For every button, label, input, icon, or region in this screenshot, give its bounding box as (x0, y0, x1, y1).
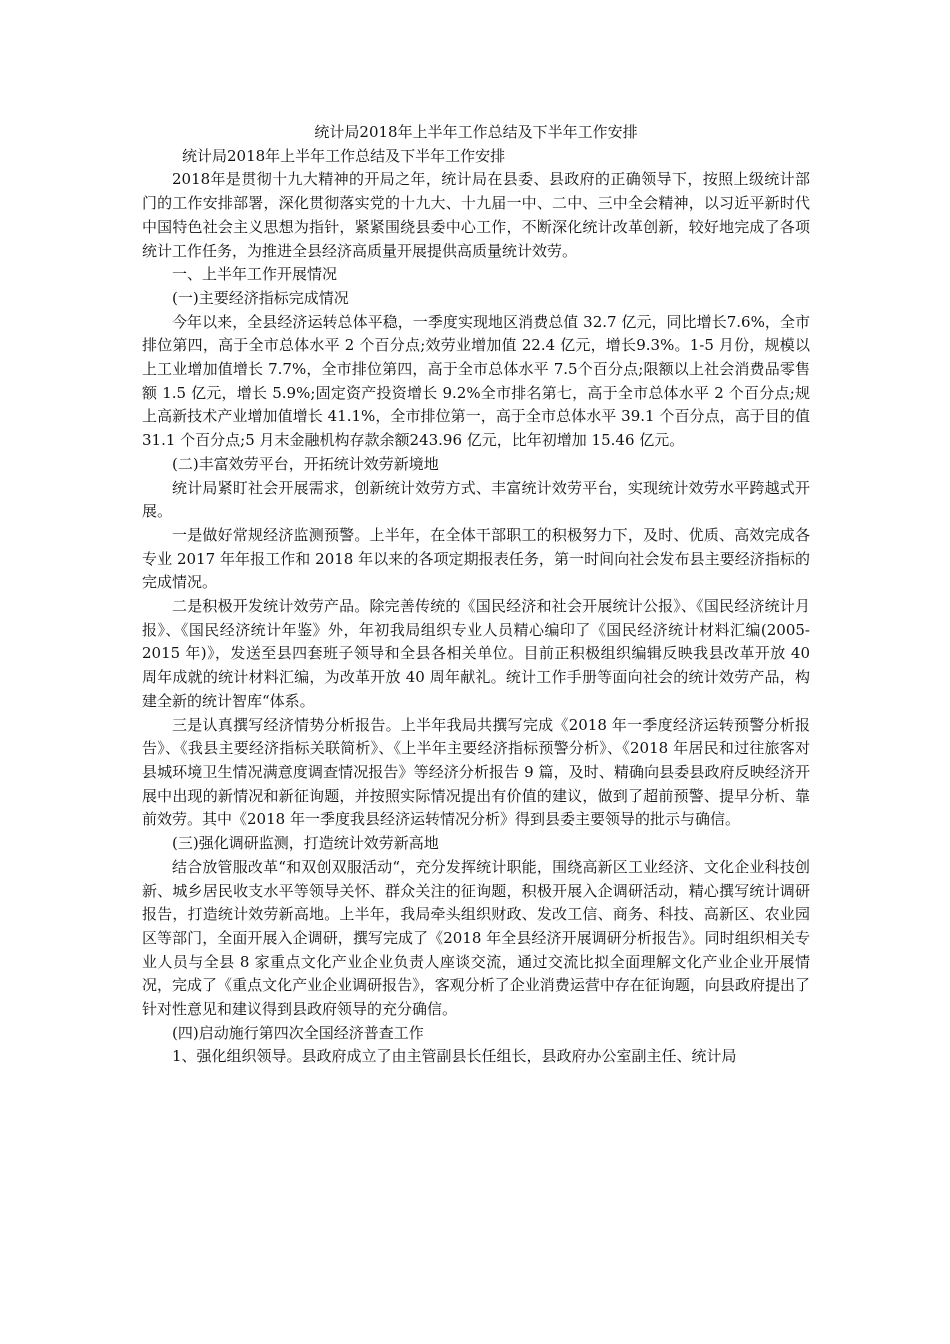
document-title: 统计局2018年上半年工作总结及下半年工作安排 (314, 123, 638, 141)
products-paragraph: 二是积极开发统计效劳产品。除完善传统的《国民经济和社会开展统计公报》、《国民经济统计月报》、《国民经济统计年鉴》外，年初我局组织专业人员精心编印了《国民经济统计材料汇编(2005-2015 年)》，发送至县四套班子领导和全县各相关单位。目前正积极组织编辑反映我县改革开放 40 周年成就的统计材料汇编，为改革开放 40 周年献礼。统计工作手册等面向社会的统计效劳产品，构建全新的统计智库“体系。 (142, 597, 810, 710)
organization-paragraph: 1、强化组织领导。县政府成立了由主管副县长任组长，县政府办公室副主任、统计局 (172, 1047, 737, 1066)
analysis-reports-paragraph: 三是认真撰写经济情势分析报告。上半年我局共撰写完成《2018 年一季度经济运转预警分析报告》、《我县主要经济指标关联简析》、《上半年主要经济指标预警分析》、《2018 年居民和过往旅客对县城环境卫生情况满意度调查情况报告》等经济分析报告 9 篇，及时、精确向县委县政府反映经济开展中出现的新情况和新征询题，并按照实际情况提出有价值的建议，做到了超前预警、提早分析、靠前效劳。其中《2018 年一季度我县经济运转情况分析》得到县委主要领导的批示与确信。 (142, 715, 810, 829)
section-heading-1: 一、上半年工作开展情况 (172, 265, 338, 284)
subsection-heading-4: (四)启动施行第四次全国经济普查工作 (172, 1023, 424, 1042)
monitoring-paragraph: 一是做好常规经济监测预警。上半年，在全体干部职工的积极努力下，及时、优质、高效完成各专业 2017 年年报工作和 2018 年以来的各项定期报表任务，第一时间向社会发布县主要经济指标的完成情况。 (142, 525, 810, 592)
subsection-heading-1: (一)主要经济指标完成情况 (172, 288, 349, 307)
subsection-heading-2: (二)丰富效劳平台，开拓统计效劳新境地 (172, 454, 439, 473)
subsection-heading-3: (三)强化调研监测，打造统计效劳新高地 (172, 834, 439, 853)
research-paragraph: 结合放管服改革“和双创双服活动“，充分发挥统计职能，围绕高新区工业经济、文化企业科技创新、城乡居民收支水平等领导关怀、群众关注的征询题，积极开展入企调研活动，精心撰写统计调研报告，打造统计效劳新高地。上半年，我局牵头组织财政、发改工信、商务、科技、高新区、农业园区等部门，全面开展入企调研，撰写完成了《2018 年全县经济开展调研分析报告》。同时组织相关专业人员与全县 8 家重点文化产业企业负责人座谈交流，通过交流比拟全面理解文化产业企业开展情况，完成了《重点文化产业企业调研报告》，客观分析了企业消费运营中存在征询题，向县政府提出了针对性意见和建议得到县政府领导的充分确信。 (142, 857, 810, 1019)
service-platform-paragraph: 统计局紧盯社会开展需求，创新统计效劳方式、丰富统计效劳平台，实现统计效劳水平跨越式开展。 (142, 478, 810, 521)
document-page (142, 121, 810, 1069)
intro-paragraph: 2018年是贯彻十九大精神的开局之年，统计局在县委、县政府的正确领导下，按照上级统计部门的工作安排部署，深化贯彻落实党的十九大、十九届一中、二中、三中全会精神，以习近平新时代中国特色社会主义思想为指针，紧紧围绕县委中心工作，不断深化统计改革创新，较好地完成了各项统计工作任务，为推进全县经济高质量开展提供高质量统计效劳。 (142, 170, 810, 260)
economic-indicators-paragraph: 今年以来，全县经济运转总体平稳，一季度实现地区消费总值 32.7 亿元，同比增长7.6%，全市排位第四，高于全市总体水平 2 个百分点;效劳业增加值 22.4 亿元，增长9.3%。1-5 月份，规模以上工业增加值增长 7.7%，全市排位第四，高于全市总体水平 7.5个百分点;限额以上社会消费品零售额 1.5 亿元，增长 5.9%;固定资产投资增长 9.2%全市排名第七，高于全市总体水平 2 个百分点;规上高新技术产业增加值增长 41.1%，全市排位第一，高于全市总体水平 39.1 个百分点，高于目的值 31.1 个百分点;5 月末金融机构存款余额243.96 亿元，比年初增加 15.46 亿元。 (142, 312, 810, 450)
document-subtitle: 统计局2018年上半年工作总结及下半年工作安排 (182, 146, 506, 165)
